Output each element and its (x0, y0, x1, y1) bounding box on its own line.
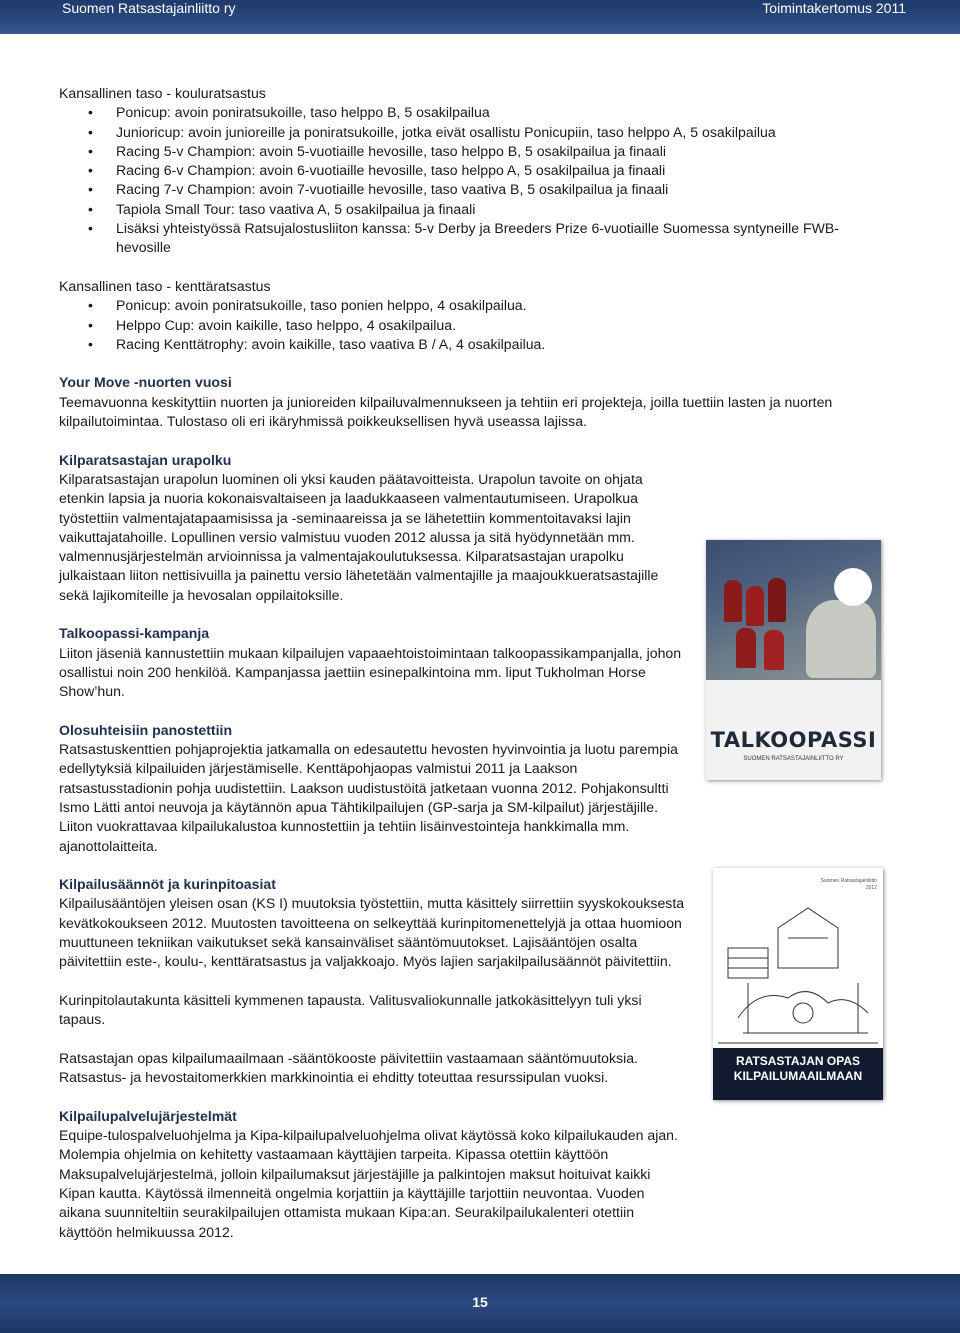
photo-person (746, 586, 764, 626)
cover-title-line-2: KILPAILUMAAILMAAN (733, 1069, 863, 1083)
header-report-title: Toimintakertomus 2011 (762, 0, 906, 16)
list-item: • Tapiola Small Tour: taso vaativa A, 5 osakilpailua ja finaali (59, 200, 891, 219)
photo-person (768, 578, 786, 622)
page-number: 15 (472, 1294, 488, 1310)
section-title-urapolku: Kilparatsastajan urapolku (59, 451, 232, 468)
photo-person (724, 580, 742, 622)
section-title-eventing: Kansallinen taso - kenttäratsastus (59, 277, 271, 294)
ratsastajan-opas-cover-image (713, 868, 883, 1100)
dressage-series-list (59, 103, 891, 257)
list-item: • Racing 5-v Champion: avoin 5-vuotiaille hevosille, taso helppo B, 5 osakilpailua ja finaali (59, 142, 891, 161)
header-organization: Suomen Ratsastajainliitto ry (62, 0, 236, 16)
list-item: • Racing 7-v Champion: avoin 7-vuotiaille hevosille, taso vaativa B, 5 osakilpailua ja finaali (59, 180, 891, 199)
talkoopassi-cover-image (706, 540, 881, 780)
cover-badge (834, 568, 872, 606)
list-item: • Junioricup: avoin junioreille ja poniratsukoille, jotka eivät osallistu Ponicupiin, taso helppo A, 5 osakilpailua (59, 123, 891, 142)
your-move-text: Teemavuonna keskityttiin nuorten ja junioreiden kilpailuvalmennukseen ja tehtiin eri projekteja, joilla tuettiin lasten ja nuorten kilpailutoimintaa. Tulostaso oli eri ikäryhmissä poikkeuksellisen hyvä useassa lajissa. (59, 393, 833, 430)
section-title-talkoopassi: Talkoopassi-kampanja (59, 625, 210, 642)
list-item: • Racing 6-v Champion: avoin 6-vuotiaille hevosille, taso helppo A, 5 osakilpailua ja finaali (59, 161, 891, 180)
eventing-series-list (59, 296, 891, 354)
cover-title-line-1: RATSASTAJAN OPAS (735, 1054, 860, 1068)
palvelu-text: Equipe-tulospalveluohjelma ja Kipa-kilpailupalveluohjelma olivat käytössä koko kilpailukauden ajan. Molempia ohjelmia on kehitetty vastaamaan käyttäjien tarpeita. Kipassa otettiin käyttöön Maksupalvelujärjestelmä, jolloin kilpailumaksut järjestäjille ja palkintojen maksut hoituivat kaikki Kipan kautta. Käytössä ilmenneitä ongelmia korjattiin ja käyttäjille tarjottiin neuvontaa. Vuoden aikana suunniteltiin seurakilpailujen ottamista mukaan Kipa:an. Seurakilpailukalenteri otettiin käyttöön helmikuussa 2012. (59, 1127, 678, 1240)
list-item: • Racing Kenttätrophy: avoin kaikille, taso vaativa B / A, 4 osakilpailua. (59, 335, 891, 354)
list-item: • Lisäksi yhteistyössä Ratsujalostusliiton kanssa: 5-v Derby ja Breeders Prize 6-vuotiaille Suomessa syntyneille FWB-hevosille (59, 219, 891, 258)
saannot-body-1: Kilpailusääntöjen yleisen osan (KS I) muutoksia työstettiin, mutta käsittely siirrettiin syyskokouksesta kevätkokoukseen 2012. Muutosten tavoitteena on selkeyttää kurinpitomenettelyjä ja ottaa huomioon muuttuneen tekniikan vaikutukset sekä kansainväliset sääntömuutokset. Lajisääntöjen osalta päivitettiin este-, koulu-, kenttäratsastus ja valjakkoajo. Myös lajien sarjakilpailusäännöt päivitettiin. (59, 895, 685, 970)
page-footer (0, 1274, 960, 1333)
cover-org: Suomen Ratsastajainliitto (820, 878, 877, 884)
cover-title: TALKOOPASSI (710, 728, 877, 752)
photo-person (764, 630, 784, 670)
saannot-text-2: Kurinpitolautakunta käsitteli kymmenen tapausta. Valitusvaliokunnalle jatkokäsittelyyn tuli yksi tapaus. (59, 991, 642, 1028)
list-item: • Helppo Cup: avoin kaikille, taso helppo, 4 osakilpailua. (59, 316, 891, 335)
olosuhteet-body: Ratsastuskenttien pohjaprojektia jatkamalla on edesautettu hevosten hyvinvointia ja luotu parempia edellytyksiä kilpailuiden järjestämiselle. Kenttäpohjaopas valmistui 2011 ja Laakson ratsastusstadionin pohja uudistettiin. Laakson uudistustöitä jatketaan vuonna 2012. Pohjakonsultti Ismo Lätti antoi neuvoja ja käytännön apua Tähtikilpailujen (GP-sarja ja SM-kilpailut) järjestäjille. Liiton vuokrattavaa kilpailukalustoa kunnostettiin ja tehtiin lisäinvestointeja hankkimalla mm. ajanottolaitteita. (59, 741, 678, 854)
section-title-saannot: Kilpailusäännöt ja kurinpitoasiat (59, 876, 276, 893)
cover-photo (706, 540, 881, 680)
photo-horse (806, 600, 876, 678)
saannot-text-3: Ratsastajan opas kilpailumaailmaan -sääntökooste päivitettiin vastaamaan sääntömuutoksia. Ratsastus- ja hevostaitomerkkien markkinointia ei ehditty toteuttaa resurssipulan vuoksi. (59, 1049, 638, 1086)
list-item: • Ponicup: avoin poniratsukoille, taso helppo B, 5 osakilpailua (59, 103, 891, 122)
cover-illustration (718, 888, 878, 1048)
talkoopassi-text: Liiton jäseniä kannustettiin mukaan kilpailujen vapaaehtoistoimintaan talkoopassikampanjalla, johon osallistui noin 200 henkilöä. Kampanjassa jaettiin esinepalkintoina mm. liput Tukholman Horse Show’hun. (59, 644, 682, 700)
photo-person (736, 628, 756, 668)
cover-subtitle: SUOMEN RATSASTAJAINLIITTO RY (743, 756, 844, 762)
page-header (0, 0, 960, 34)
section-title-dressage: Kansallinen taso - kouluratsastus (59, 85, 266, 101)
section-title-olosuhteet: Olosuhteisiin panostettiin (59, 721, 233, 738)
urapolku-body: Kilparatsastajan urapolun luominen oli yksi kauden päätavoitteista. Urapolun tavoite on ohjata etenkin lapsia ja nuoria kokonaisvaltaiseen ja laadukkaaseen valmentautumiseen. Urapolkua työstettiin valmentajatapaamisissa ja -seminaareissa ja se lähetettiin kommentoitavaksi lajin vaikuttajatahoille. Lopullinen versio valmistuu vuoden 2012 alussa ja sitä hyödynnetään mm. valmennusjärjestelmän arvioinnissa ja valmentajakoulutuksessa. Kilparatsastajan urapolku julkaistaan liiton nettisivuilla ja painettu versio lähetetään valmentajille ja maajoukkueratsastajille sekä lajikomiteille ja hevosalan oppilaitoksille. (59, 470, 659, 603)
section-title-your-move: Your Move -nuorten vuosi (59, 374, 232, 391)
list-item: • Ponicup: avoin poniratsukoille, taso ponien helppo, 4 osakilpailua. (59, 296, 891, 315)
section-title-palvelu: Kilpailupalvelujärjestelmät (59, 1107, 237, 1124)
cover-title-band (713, 1048, 883, 1100)
cover-year: 2012 (865, 885, 877, 891)
